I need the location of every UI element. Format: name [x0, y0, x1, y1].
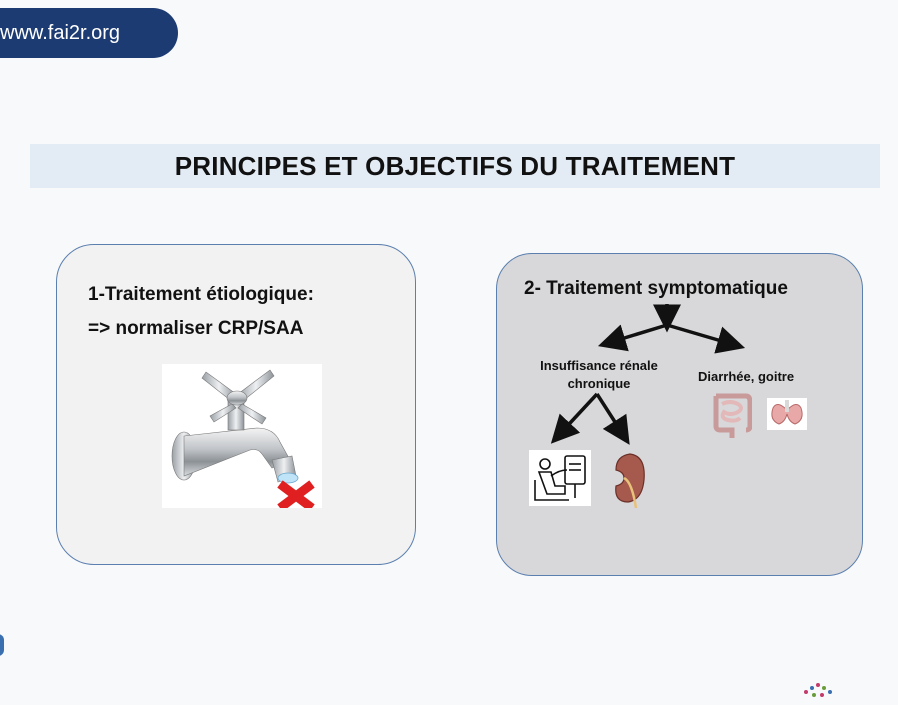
faucet-image: [162, 364, 322, 508]
thyroid-icon: [767, 398, 807, 430]
side-marker: [0, 634, 4, 656]
diarrhea-goiter-label: Diarrhée, goitre: [698, 369, 795, 384]
website-url-badge: www.fai2r.org: [0, 8, 178, 58]
etiologic-treatment-goal: => normaliser CRP/SAA: [88, 318, 304, 339]
title-band: [30, 144, 880, 188]
kidney-icon: [610, 450, 650, 514]
slide-title: PRINCIPES ET OBJECTIFS DU TRAITEMENT: [174, 151, 736, 181]
symptomatic-treatment-panel: [496, 253, 863, 576]
dialysis-icon: [529, 450, 591, 506]
chronic-kidney-failure-label: Insuffisance rénale chronique: [540, 358, 658, 391]
logo-dots-icon: [800, 680, 840, 700]
etiologic-treatment-heading: 1-Traitement étiologique:: [88, 284, 314, 305]
faucet-icon: [162, 364, 322, 508]
intestine-icon: [710, 390, 752, 440]
red-x-icon: [280, 484, 312, 508]
symptomatic-treatment-heading: 2- Traitement symptomatique: [524, 278, 788, 299]
